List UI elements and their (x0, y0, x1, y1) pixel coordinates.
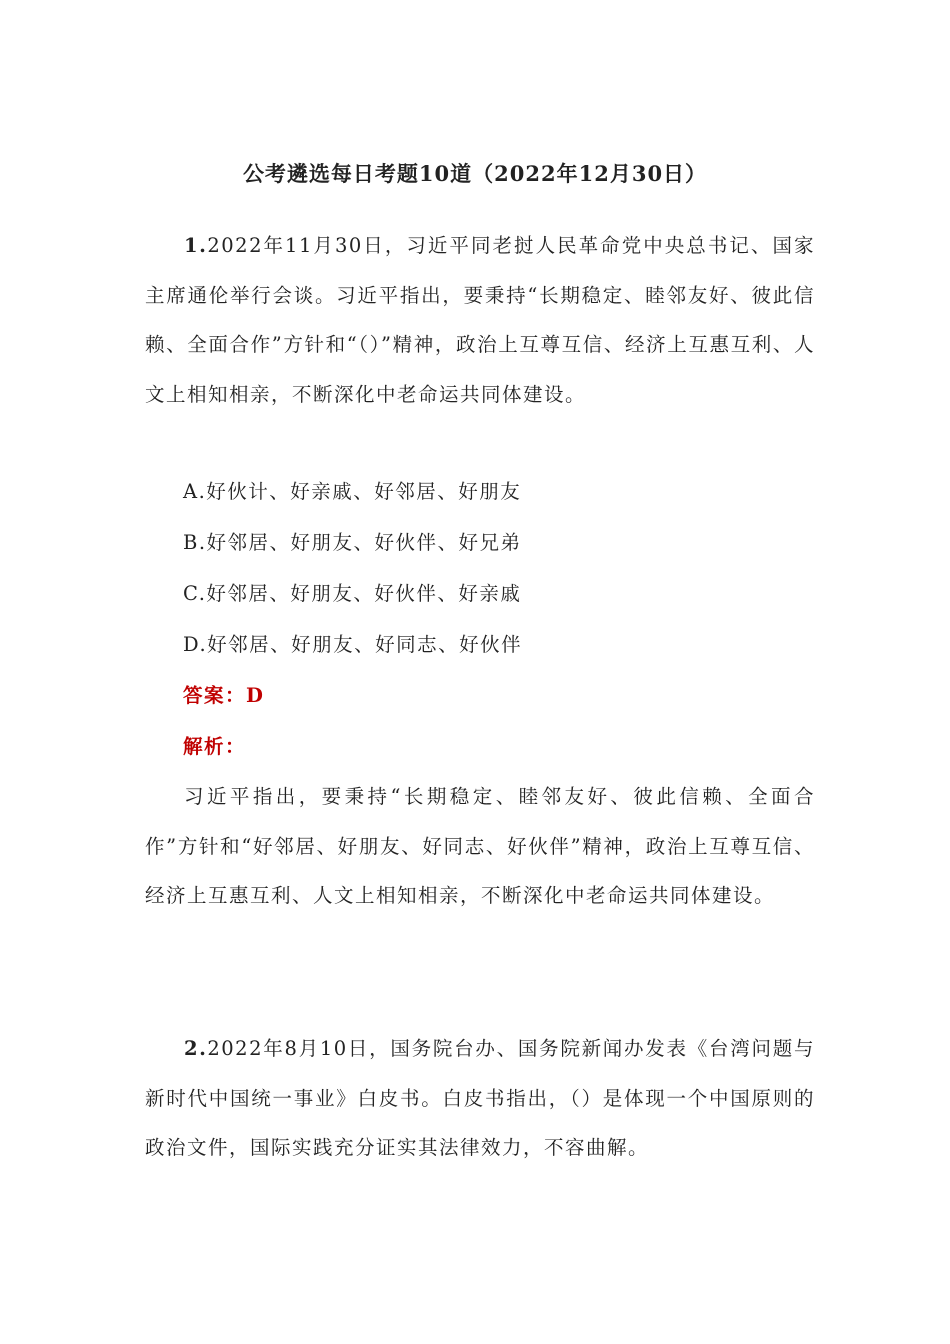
question-2-number: 2. (184, 1037, 208, 1060)
question-1-option-b: B.好邻居、好朋友、好伙伴、好兄弟 (183, 531, 522, 554)
question-1-analysis-label: 解析： (183, 735, 247, 758)
question-1-number: 1. (184, 234, 208, 257)
question-1-analysis: 习近平指出，要秉持“长期稳定、睦邻友好、彼此信赖、全面合作”方针和“好邻居、好朋友、好同志、好伙伴”精神，政治上互尊互信、经济上互惠互利、人文上相知相亲，不断深化中老命运共同体建设。 (145, 785, 815, 907)
question-2-stem (145, 1024, 815, 1173)
page-title: 公考遴选每日考题10道（2022年12月30日） (242, 161, 708, 186)
question-1-option-c: C.好邻居、好朋友、好伙伴、好亲戚 (183, 582, 522, 605)
question-1-option-a: A.好伙计、好亲戚、好邻居、好朋友 (183, 480, 522, 503)
question-1-option-d: D.好邻居、好朋友、好同志、好伙伴 (183, 633, 523, 656)
question-1-stem (145, 221, 815, 419)
question-1-answer: 答案：D (183, 684, 265, 707)
question-2-stem-text: 2022年8月10日，国务院台办、国务院新闻办发表《台湾问题与新时代中国统一事业》白皮书。白皮书指出，（）是体现一个中国原则的政治文件，国际实践充分证实其法律效力，不容曲解。 (145, 1037, 815, 1159)
question-1-stem-text: 2022年11月30日，习近平同老挝人民革命党中央总书记、国家主席通伦举行会谈。习近平指出，要秉持“长期稳定、睦邻友好、彼此信赖、全面合作”方针和“（）”精神，政治上互尊互信、经济上互惠互利、人文上相知相亲，不断深化中老命运共同体建设。 (145, 234, 815, 406)
